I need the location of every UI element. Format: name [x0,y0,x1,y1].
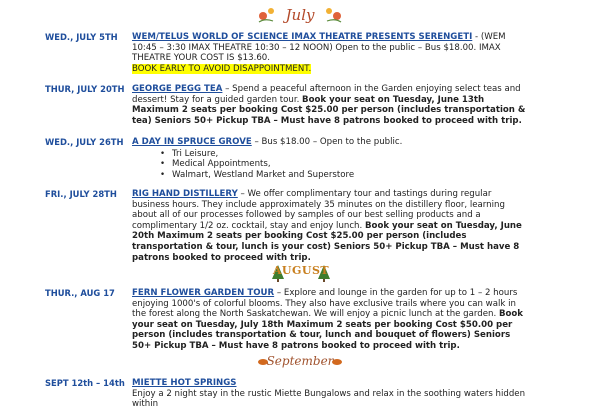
event-body: – Bus $18.00 – Open to the public. [251,137,403,147]
event-date: WED., JULY 26TH [45,137,124,147]
august-month-title: AUGUST [272,263,330,277]
event-title: FERN FLOWER GARDEN TOUR [132,288,275,298]
event-body: – Spend a peaceful afternoon in the Garden enjoying select teas and dessert! Stay for a guided garden tour. [132,84,521,105]
event-description [132,137,527,180]
stop-list [132,149,527,181]
event-booking-info: Book your seat on Tuesday, July 18th Maximum 2 seats per booking Cost $50.00 per person (includes transportation & tour, lunch and bouquet of flowers) Seniors 50+ Pickup TBA – Must have 8 patrons booked to proceed with trip. [132,309,524,351]
event-date: FRI., JULY 28TH [45,189,117,199]
event-description [132,32,527,74]
september-banner [255,350,345,372]
list-item: • Walmart, Westland Market and Superstore [160,170,527,181]
event-title: WEM/TELUS WORLD OF SCIENCE IMAX THEATRE PRESENTS SERENGETI [132,32,473,42]
event-body: Enjoy a 2 night stay in the rustic Miette Bungalows and relax in the soothing waters hidden within [132,388,526,410]
list-item: • Medical Appointments, [160,159,527,170]
event-booking-info: Book your seat on Tuesday, June 13th Maximum 2 seats per booking Cost $25.00 per person (includes transportation & tea) Seniors 50+ Pickup TBA – Must have 8 patrons booked to proceed with trip. [132,94,526,126]
event-description [132,189,527,263]
event-description [132,84,527,126]
event-title: MIETTE HOT SPRINGS [132,378,237,388]
september-month-title: September [266,353,334,368]
event-body: – We offer complimentary tour and tastings during regular business hours. They include approximately 35 minutes on the distillery floor, learning about all of our processes followed by samples of our best selling products and a complimentary 1/2 oz. cocktail, stay and enjoy lunch. [132,189,505,231]
event-date: THUR., AUG 17 [45,288,115,298]
event-description [132,288,527,352]
event-title: A DAY IN SPRUCE GROVE [132,137,252,147]
event-description [132,378,527,410]
event-date: SEPT 12th – 14th [45,378,125,388]
july-month-title: July [285,5,315,24]
event-date: WED., JULY 5TH [45,32,118,42]
event-title: GEORGE PEGG TEA [132,84,223,94]
event-body: - (WEM 10:45 – 3:30 IMAX THEATRE 10:30 – 12 NOON) Open to the public – Bus $18.00. IMAX THEATRE YOUR COST IS $13.60. [132,32,506,64]
event-date: THUR, JULY 20TH [45,84,125,94]
august-banner [268,259,334,283]
list-item: • Tri Leisure, [160,149,527,160]
event-highlight: BOOK EARLY TO AVOID DISAPPOINTMENT. [132,63,312,74]
event-title: RIG HAND DISTILLERY [132,189,238,199]
event-body: – Explore and lounge in the garden for up to 1 – 2 hours enjoying 1000's of colorful blooms. They also have exclusive trails where you can walk in the forest along the North Saskatchewan. We will enjoy a picnic lunch at the garden. [132,288,518,320]
july-banner [255,2,345,28]
event-booking-info: Book your seat on Tuesday, June 20th Maximum 2 seats per booking Cost $25.00 per person (includes transportation & tour, lunch is your cost) Seniors 50+ Pickup TBA – Must have 8 patrons booked to proceed with trip. [132,220,522,263]
